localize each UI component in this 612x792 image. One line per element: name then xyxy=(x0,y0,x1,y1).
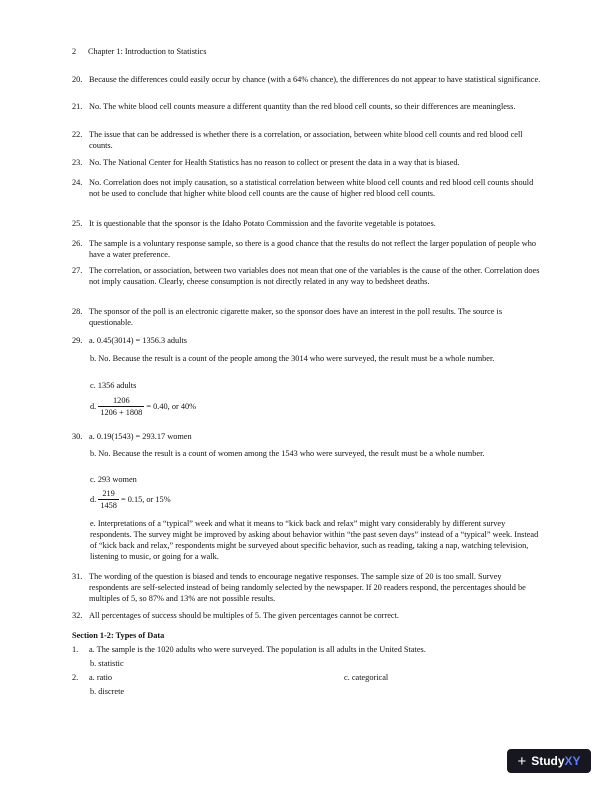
item-text: It is questionable that the sponsor is the Idaho Potato Commission and the favorite vegetable is potatoes. xyxy=(89,219,436,228)
fraction-numerator: 1206 xyxy=(98,395,144,407)
part-a: a. ratio xyxy=(89,673,113,682)
part-a-label: a. xyxy=(89,336,95,345)
part-a-expression: 0.45(3014) = 1356.3 adults xyxy=(96,336,188,345)
answer-32 xyxy=(72,610,542,621)
item-number: 22. xyxy=(72,130,83,139)
part-d-label: d. xyxy=(90,495,97,504)
part-d-label: d. xyxy=(90,402,97,411)
section-answer-2-c: c. categorical xyxy=(344,673,389,682)
item-number: 30. xyxy=(72,432,83,441)
answer-30-d xyxy=(90,488,540,511)
badge-study: Study xyxy=(531,753,565,768)
item-number: 29. xyxy=(72,336,83,345)
item-number: 28. xyxy=(72,307,83,316)
answer-30-e: e. Interpretations of a “typical” week and what it means to “kick back and relax” might vary considerably by different survey respondents. The survey might be improved by asking about behavior within “the past seven days” instead of a “typical” week. Instead of “kick back and relax,” respondents might be surveyed about specific behavior, such as reading, taking a nap, watching television, listening to music, or going for a walk. xyxy=(90,519,539,561)
item-number: 32. xyxy=(72,611,83,620)
item-text: No. The white blood cell counts measure a different quantity than the red blood cell counts, so their differences are meaningless. xyxy=(89,102,516,111)
item-number: 20. xyxy=(72,75,83,84)
chapter-title: Chapter 1: Introduction to Statistics xyxy=(88,47,207,56)
part-d-result: = 0.40, or 40% xyxy=(146,402,197,411)
answer-30 xyxy=(72,431,542,442)
item-number: 31. xyxy=(72,572,83,581)
answer-28 xyxy=(72,306,542,328)
answer-29-b: b. No. Because the result is a count of the people among the 3014 who were surveyed, the result must be a whole number. xyxy=(90,354,495,363)
studyxy-badge[interactable] xyxy=(507,749,591,773)
answer-24 xyxy=(72,177,542,199)
item-text: No. Correlation does not imply causation, so a statistical correlation between white blood cell counts and red blood cell counts should not be used to conclude that higher white blood cell counts are the cause of higher red blood cell counts. xyxy=(89,178,534,198)
section-heading: Section 1-2: Types of Data xyxy=(72,631,165,640)
section-answer-2-b: b. discrete xyxy=(90,687,125,696)
answer-22 xyxy=(72,129,542,151)
item-number: 21. xyxy=(72,102,83,111)
answer-30-b: b. No. Because the result is a count of women among the 1543 who were surveyed, the result must be a whole number. xyxy=(90,449,485,458)
answer-26 xyxy=(72,238,542,260)
page-number: 2 xyxy=(72,47,77,56)
part-d-result: = 0.15, or 15% xyxy=(120,495,171,504)
item-number: 1. xyxy=(72,645,79,654)
badge-xy: XY xyxy=(564,753,581,768)
item-text: The wording of the question is biased and tends to encourage negative responses. The sample size of 20 is too small. Survey respondents are self-selected instead of being randomly selected by the newspaper. If 20 readers respond, the percentages should be multiples of 5, so 87% and 13% are not possible results. xyxy=(89,572,526,603)
fraction xyxy=(98,395,144,418)
part-a-expression: 0.19(1543) = 293.17 women xyxy=(96,432,192,441)
answer-20 xyxy=(72,74,542,85)
plus-icon: + xyxy=(517,752,527,770)
badge-text xyxy=(531,753,581,768)
item-text: The sample is a voluntary response sample, so there is a good chance that the results do not reflect the larger population of people who have a water preference. xyxy=(89,239,537,259)
answer-29-d xyxy=(90,395,540,418)
item-text: The correlation, or association, between two variables does not mean that one of the variables is the cause of the other. Correlation does not imply causation. Clearly, cheese consumption is not directly related in any way to bedsheet deaths. xyxy=(89,266,540,286)
item-text: All percentages of success should be multiples of 5. The given percentages cannot be correct. xyxy=(89,611,399,620)
fraction-denominator: 1458 xyxy=(100,501,117,510)
fraction xyxy=(98,488,119,511)
answer-29-c: c. 1356 adults xyxy=(90,381,137,390)
section-answer-2 xyxy=(72,672,542,683)
answer-30-c: c. 293 women xyxy=(90,475,137,484)
item-text: Because the differences could easily occur by chance (with a 64% chance), the differences do not appear to have statistical significance. xyxy=(89,75,541,84)
answer-27 xyxy=(72,265,542,287)
item-number: 27. xyxy=(72,266,83,275)
item-number: 24. xyxy=(72,178,83,187)
item-number: 25. xyxy=(72,219,83,228)
answer-29 xyxy=(72,335,542,346)
fraction-numerator: 219 xyxy=(98,488,119,500)
part-a: a. The sample is the 1020 adults who were surveyed. The population is all adults in the United States. xyxy=(89,645,426,654)
item-number: 23. xyxy=(72,158,83,167)
answer-25 xyxy=(72,218,542,229)
part-a-label: a. xyxy=(89,432,95,441)
item-text: No. The National Center for Health Statistics has no reason to collect or present the data in a way that is biased. xyxy=(89,158,460,167)
fraction-denominator: 1206 + 1808 xyxy=(100,408,143,417)
page-header xyxy=(72,46,206,57)
section-answer-1 xyxy=(72,644,542,655)
answer-21 xyxy=(72,101,542,112)
item-text: The issue that can be addressed is whether there is a correlation, or association, between white blood cell counts and red blood cell counts. xyxy=(89,130,523,150)
item-number: 26. xyxy=(72,239,83,248)
answer-31 xyxy=(72,571,542,604)
answer-23 xyxy=(72,157,542,168)
section-answer-1-b: b. statistic xyxy=(90,659,124,668)
item-text: The sponsor of the poll is an electronic cigarette maker, so the sponsor does have an interest in the poll results. The source is questionable. xyxy=(89,307,503,327)
item-number: 2. xyxy=(72,673,79,682)
